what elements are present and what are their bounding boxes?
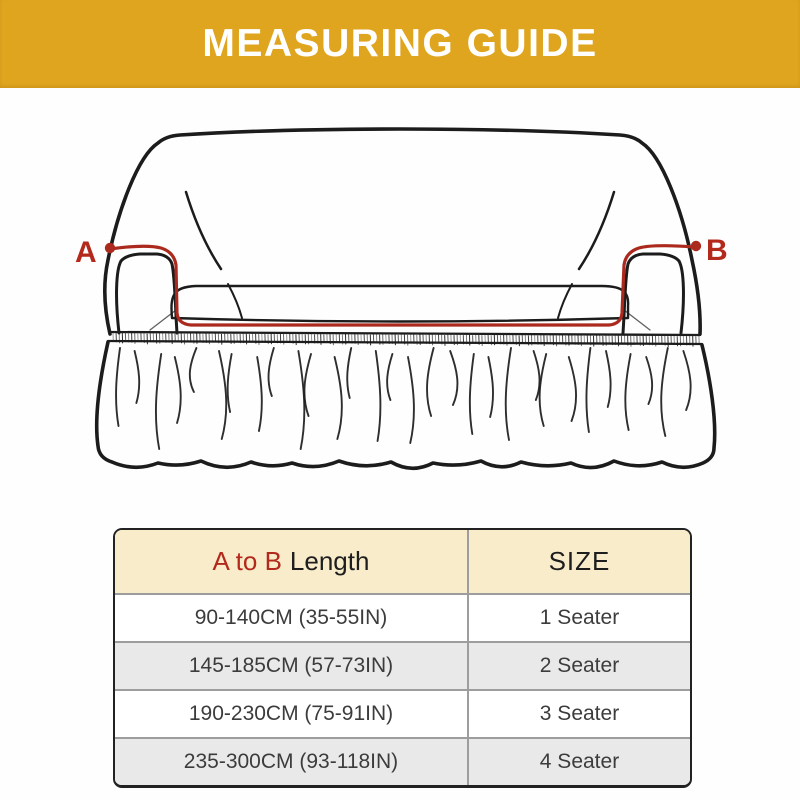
measuring-line-a-to-b	[105, 241, 701, 325]
back-crease-right	[579, 192, 614, 269]
skirt-band-top	[110, 332, 700, 335]
table-row	[115, 641, 690, 689]
point-b-label: B	[706, 234, 728, 267]
length-cell: 145-185CM (57-73IN)	[115, 643, 469, 689]
length-cell: 235-300CM (93-118IN)	[115, 739, 469, 785]
arm-base-crease-right	[624, 310, 650, 330]
skirt-wrinkles	[116, 348, 691, 449]
right-arm	[623, 254, 683, 333]
table-header-row	[115, 530, 690, 593]
point-b-dot	[691, 241, 701, 251]
point-a-dot	[105, 243, 115, 253]
table-row	[115, 689, 690, 737]
skirt-outline	[97, 342, 715, 468]
left-arm	[117, 254, 177, 333]
size-table	[113, 528, 692, 788]
sofa-measuring-diagram	[0, 88, 800, 508]
back-crease-left-small	[228, 284, 242, 318]
banner-title: MEASURING GUIDE	[202, 22, 598, 65]
back-crease-right-small	[558, 284, 572, 318]
table-row	[115, 593, 690, 641]
sofa-back-outline	[105, 129, 700, 334]
size-cell: 4 Seater	[539, 750, 620, 773]
header-size-cell: SIZE	[548, 546, 611, 576]
back-crease-left	[186, 192, 221, 269]
size-cell: 3 Seater	[539, 702, 620, 725]
sofa-sketch-svg	[0, 88, 800, 508]
size-cell: 1 Seater	[539, 606, 620, 629]
length-cell: 90-140CM (35-55IN)	[115, 595, 469, 641]
header-length-cell	[115, 530, 469, 593]
table-row	[115, 737, 690, 785]
measuring-guide-banner	[0, 0, 800, 88]
arm-base-crease-left	[150, 310, 176, 330]
size-cell: 2 Seater	[539, 654, 620, 677]
header-a-to-b: A to B	[212, 546, 282, 576]
length-cell: 190-230CM (75-91IN)	[115, 691, 469, 737]
header-length-text: Length	[289, 546, 370, 576]
seat-cushion	[171, 286, 628, 322]
point-a-label: A	[75, 236, 97, 269]
